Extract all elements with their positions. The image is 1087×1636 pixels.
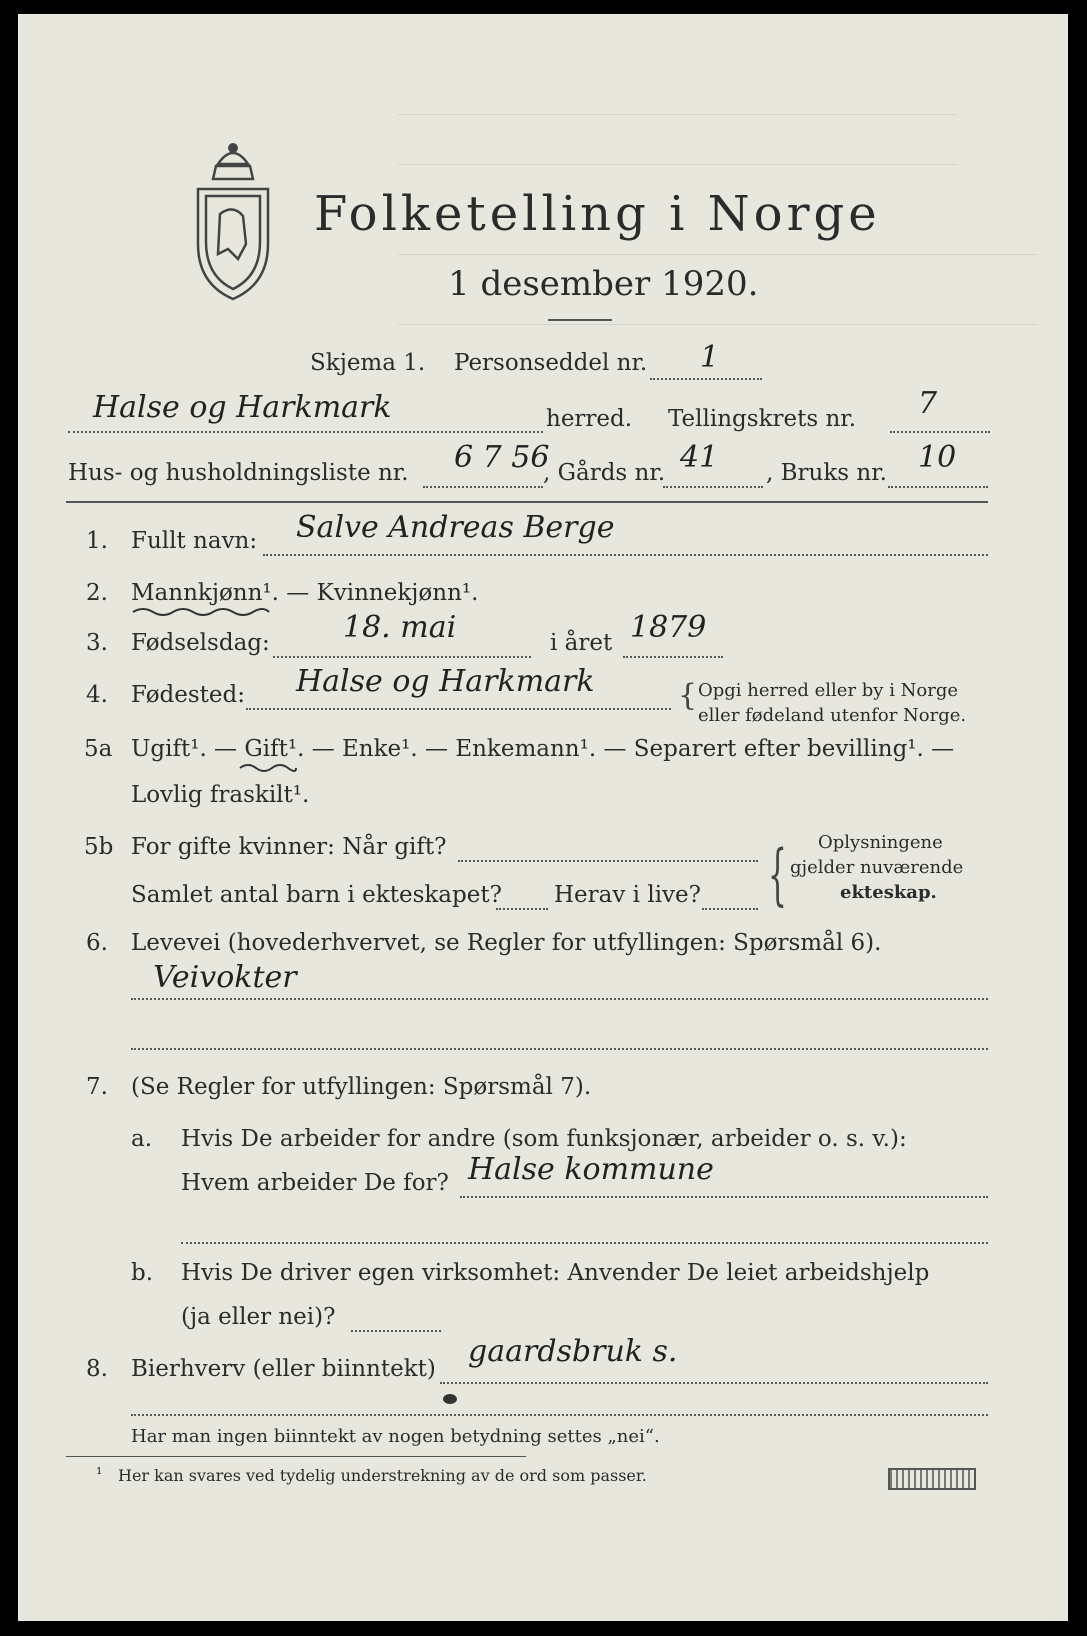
q7a-label: Hvis De arbeider for andre (som funksjonær, arbeider o. s. v.): [181, 1126, 907, 1152]
bruks-label: , Bruks nr. [766, 460, 887, 486]
marital-status-options-2: Lovlig fraskilt¹. [131, 782, 310, 808]
herred-value[interactable]: Halse og Harkmark [93, 390, 392, 425]
herred-label: herred. [546, 406, 633, 432]
gards-field-line [663, 486, 763, 488]
q7a-field-line [460, 1196, 988, 1198]
q5b-alive-field-line [702, 908, 758, 910]
header-divider [66, 501, 988, 503]
q6-label: Levevei (hovederhvervet, se Regler for utfyllingen: Spørsmål 6). [131, 930, 882, 956]
gender-options: Mannkjønn¹. — Kvinnekjønn¹. [131, 580, 479, 606]
personseddel-value[interactable]: 1 [700, 340, 720, 375]
full-name-value[interactable]: Salve Andreas Berge [296, 510, 615, 545]
gards-value[interactable]: 41 [680, 440, 719, 475]
q7-label: (Se Regler for utfyllingen: Spørsmål 7). [131, 1074, 592, 1100]
q5b-note-brace: { [768, 836, 787, 913]
q8-number: 8. [86, 1356, 108, 1382]
q8-field-line [440, 1382, 988, 1384]
title-divider [548, 319, 612, 321]
birth-date-value[interactable]: 18. mai [343, 610, 457, 645]
q3-field-line [273, 656, 531, 658]
q5b-married-field-line [458, 860, 758, 862]
birth-year-value[interactable]: 1879 [630, 610, 707, 645]
q3-number: 3. [86, 630, 108, 656]
q3-year-field-line [623, 656, 723, 658]
q3-year-label: i året [550, 630, 613, 656]
herred-field-line [68, 431, 543, 433]
q7b-field-line [351, 1330, 441, 1332]
printer-stamp [888, 1468, 976, 1490]
schema-label: Skjema 1. [310, 350, 426, 376]
q4-label: Fødested: [131, 682, 246, 708]
footnote-text: Her kan svares ved tydelig understrekning av de ord som passer. [118, 1466, 647, 1485]
bruks-value[interactable]: 10 [918, 440, 957, 475]
q6-field-line-2 [131, 1048, 988, 1050]
footnote-mark: ¹ [96, 1464, 103, 1483]
personseddel-field-line [650, 378, 762, 380]
q7a-employer-label: Hvem arbeider De for? [181, 1170, 449, 1196]
ink-blot [443, 1394, 457, 1404]
tellingskrets-value[interactable]: 7 [918, 386, 938, 421]
q1-field-line [263, 554, 988, 556]
q7a-letter: a. [131, 1126, 153, 1152]
q5b-label: For gifte kvinner: Når gift? [131, 834, 447, 860]
q4-note-brace: { [678, 678, 698, 713]
q1-number: 1. [86, 528, 108, 554]
q5b-note-line-3: ekteskap. [840, 882, 937, 903]
hus-field-line [423, 486, 543, 488]
q5b-children-label: Samlet antal barn i ekteskapet? [131, 882, 502, 908]
q4-number: 4. [86, 682, 108, 708]
census-form [18, 14, 1068, 1621]
census-date: 1 desember 1920. [448, 264, 759, 304]
q8-label: Bierhverv (eller biinntekt) [131, 1356, 436, 1382]
bleed-through-line [398, 164, 958, 165]
q2-number: 2. [86, 580, 108, 606]
q6-field-line-1 [131, 998, 988, 1000]
q5a-number: 5a [84, 736, 113, 762]
q1-label: Fullt navn: [131, 528, 258, 554]
q4-field-line [246, 708, 671, 710]
footnote-divider [66, 1456, 526, 1457]
q4-note-line-2: eller fødeland utenfor Norge. [698, 705, 967, 726]
q7a-field-line-2 [181, 1242, 988, 1244]
q8-field-line-2 [131, 1414, 988, 1416]
personseddel-label: Personseddel nr. [454, 350, 648, 376]
q3-label: Fødselsdag: [131, 630, 270, 656]
hus-value[interactable]: 6 7 56 [454, 440, 550, 475]
employer-value[interactable]: Halse kommune [468, 1152, 714, 1187]
q5b-children-field-line [496, 908, 548, 910]
q5b-number: 5b [84, 834, 114, 860]
bleed-through-line [398, 254, 1038, 255]
gards-label: , Gårds nr. [543, 460, 666, 486]
mannkjonn-underline-mark [131, 606, 271, 618]
q6-number: 6. [86, 930, 108, 956]
tellingskrets-label: Tellingskrets nr. [668, 406, 857, 432]
side-income-value[interactable]: gaardsbruk s. [468, 1334, 678, 1369]
hus-label: Hus- og husholdningsliste nr. [68, 460, 409, 486]
q4-note-line-1: Opgi herred eller by i Norge [698, 680, 959, 701]
q7b-label-2: (ja eller nei)? [181, 1304, 336, 1330]
birthplace-value[interactable]: Halse og Harkmark [296, 664, 595, 699]
bruks-field-line [888, 486, 988, 488]
q5b-note-line-2: gjelder nuværende [790, 857, 964, 878]
q7-number: 7. [86, 1074, 108, 1100]
q5b-alive-label: Herav i live? [554, 882, 701, 908]
bleed-through-line [398, 114, 958, 115]
gift-underline-mark [238, 762, 298, 774]
q8-note: Har man ingen biinntekt av nogen betydning settes „nei“. [131, 1426, 660, 1447]
occupation-value[interactable]: Veivokter [153, 960, 297, 995]
tellingskrets-field-line [890, 431, 990, 433]
q7b-letter: b. [131, 1260, 154, 1286]
q7b-label: Hvis De driver egen virksomhet: Anvender De leiet arbeidshjelp [181, 1260, 930, 1286]
bleed-through-line [398, 324, 1038, 325]
q5b-note-line-1: Oplysningene [818, 832, 943, 853]
norway-coat-of-arms-icon [188, 134, 278, 304]
form-title: Folketelling i Norge [314, 186, 881, 242]
marital-status-options: Ugift¹. — Gift¹. — Enke¹. — Enkemann¹. — Separert efter bevilling¹. — [131, 736, 955, 762]
